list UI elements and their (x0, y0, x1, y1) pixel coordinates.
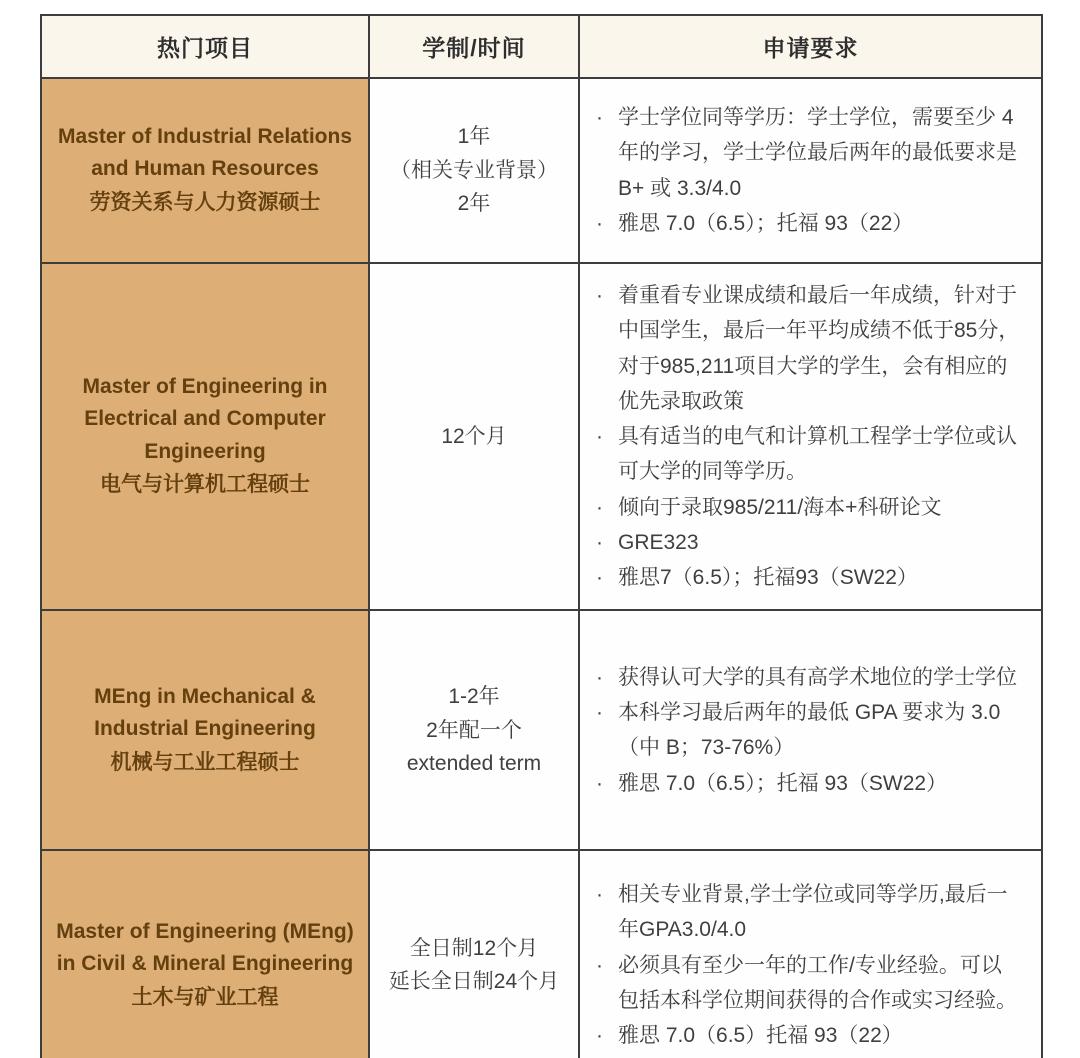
header-row (41, 15, 1042, 78)
requirement-item (596, 419, 1021, 490)
requirement-text: 倾向于录取985/211/海本+科研论文 (618, 495, 942, 519)
requirement-item (596, 525, 1021, 560)
requirement-text: 雅思7（6.5）；托福93（SW22） (618, 566, 918, 590)
program-name-zh: 劳资关系与人力资源硕士 (89, 190, 321, 214)
bullet-icon: · (596, 665, 603, 689)
header-requirements: 申请要求 (579, 15, 1042, 78)
program-cell (41, 263, 369, 610)
requirement-text: 着重看专业课成绩和最后一年成绩，针对于中国学生，最后一年平均成绩不低于85分，对于985,211项目大学的学生，会有相应的优先录取政策 (618, 284, 1020, 413)
duration-line: 全日制12个月 (409, 936, 539, 960)
requirement-text: GRE323 (618, 530, 699, 554)
requirement-item (596, 948, 1021, 1019)
requirement-text: 雅思 7.0（6.5）；托福 93（22） (618, 211, 914, 235)
duration-line: 2年配一个 (426, 718, 522, 742)
requirement-text: 雅思 7.0（6.5）；托福 93（SW22） (618, 771, 948, 795)
bullet-icon: · (596, 105, 603, 129)
requirement-text: 学士学位同等学历：学士学位，需要至少 4 年的学习，学士学位最后两年的最低要求是 B+ 或 3.3/4.0 (618, 105, 1017, 200)
requirement-item (596, 206, 1021, 241)
requirement-item (596, 660, 1021, 695)
requirement-item (596, 766, 1021, 801)
requirement-item (596, 560, 1021, 595)
bullet-icon: · (596, 530, 603, 554)
bullet-icon: · (596, 211, 603, 235)
requirements-cell (579, 263, 1042, 610)
duration-line: 12个月 (441, 424, 507, 448)
requirement-text: 必须具有至少一年的工作/专业经验。可以包括本科学位期间获得的合作或实习经验。 (618, 953, 1017, 1013)
bullet-icon: · (596, 953, 603, 977)
bullet-icon: · (596, 566, 603, 590)
program-name-en: Master of Engineering (MEng) in Civil & Mineral Engineering (56, 919, 354, 976)
requirement-item (596, 695, 1021, 766)
programs-table (40, 14, 1043, 1058)
requirement-text: 具有适当的电气和计算机工程学士学位或认可大学的同等学历。 (618, 425, 1017, 484)
requirement-item (596, 1018, 1021, 1053)
table-row (41, 610, 1042, 850)
requirement-item (596, 100, 1021, 206)
program-cell (41, 78, 369, 263)
requirements-cell (579, 610, 1042, 850)
table-row (41, 850, 1042, 1058)
program-name-en: Master of Industrial Relations and Human Resources (57, 124, 353, 181)
duration-line: extended term (406, 752, 542, 776)
requirements-cell (579, 850, 1042, 1058)
requirement-item (596, 490, 1021, 525)
requirement-item (596, 877, 1021, 948)
requirement-text: 相关专业背景,学士学位或同等学历,最后一年GPA3.0/4.0 (618, 883, 1008, 942)
duration-line: （相关专业背景） (390, 158, 558, 182)
program-name-zh: 电气与计算机工程硕士 (100, 473, 310, 497)
program-name-en: MEng in Mechanical & Industrial Engineering (94, 684, 316, 741)
requirements-cell (579, 78, 1042, 263)
program-name-zh: 机械与工业工程硕士 (110, 750, 300, 774)
program-name-en: Master of Engineering in Electrical and Computer Engineering (82, 374, 328, 463)
duration-line: 1年 (457, 125, 491, 149)
requirement-text: 本科学习最后两年的最低 GPA 要求为 3.0（中 B；73-76%） (618, 701, 1001, 760)
duration-line: 延长全日制24个月 (388, 970, 560, 994)
table-row (41, 78, 1042, 263)
duration-cell (369, 78, 579, 263)
duration-cell (369, 850, 579, 1058)
header-duration: 学制/时间 (369, 15, 579, 78)
requirement-text: 获得认可大学的具有高学术地位的学士学位 (618, 665, 1017, 689)
bullet-icon: · (596, 771, 603, 795)
duration-cell (369, 610, 579, 850)
requirement-text: 雅思 7.0（6.5）托福 93（22） (618, 1024, 903, 1048)
bullet-icon: · (596, 883, 603, 907)
program-name-zh: 土木与矿业工程 (131, 985, 279, 1009)
duration-line: 1-2年 (448, 685, 500, 708)
program-cell (41, 610, 369, 850)
bullet-icon: · (596, 701, 603, 725)
duration-line: 2年 (457, 192, 491, 216)
bullet-icon: · (596, 1024, 603, 1048)
bullet-icon: · (596, 425, 603, 449)
bullet-icon: · (596, 495, 603, 519)
bullet-icon: · (596, 284, 603, 307)
header-popular-programs: 热门项目 (41, 15, 369, 78)
table-row (41, 263, 1042, 610)
requirement-item (596, 278, 1021, 419)
program-cell (41, 850, 369, 1058)
duration-cell (369, 263, 579, 610)
